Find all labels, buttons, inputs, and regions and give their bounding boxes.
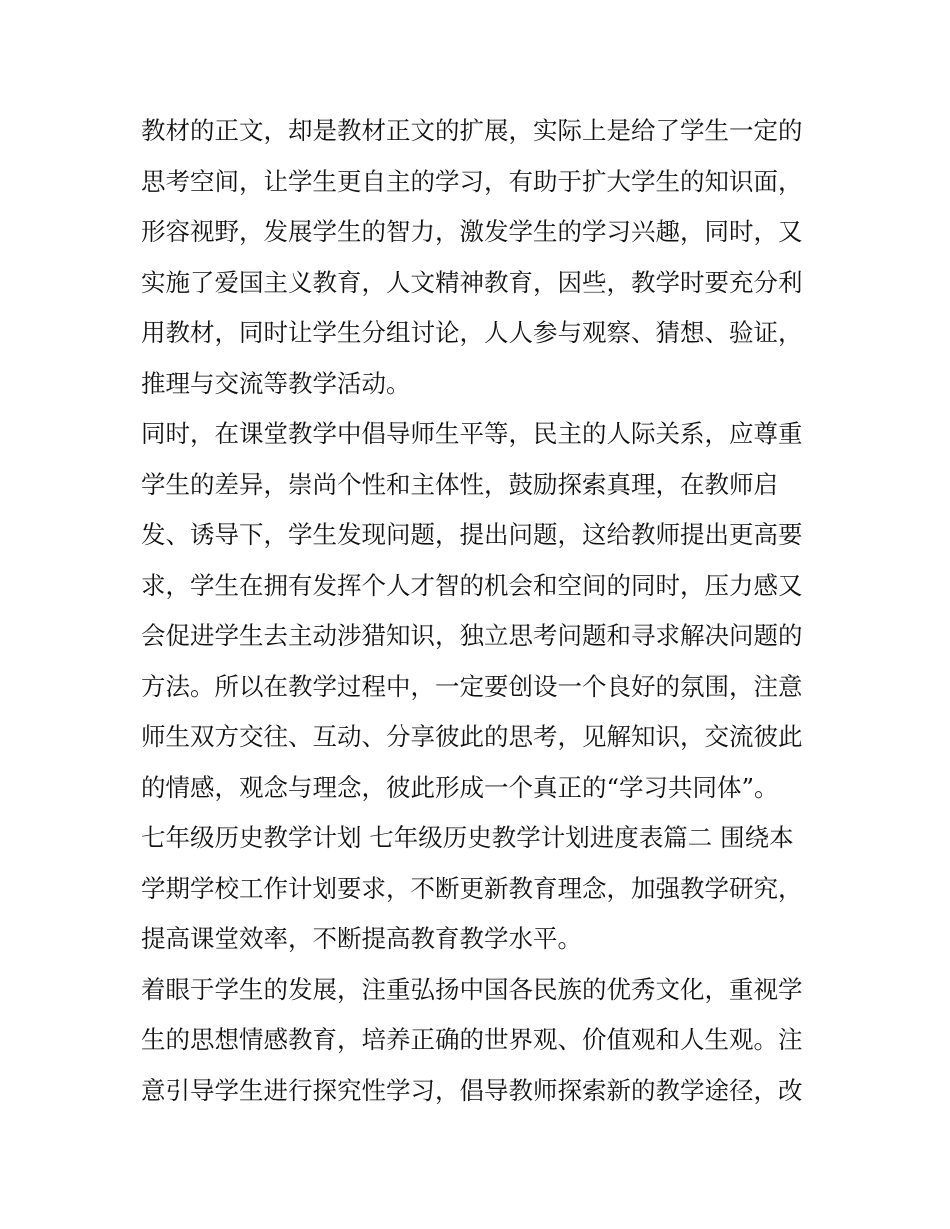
text-line: 着眼于学生的发展，注重弘扬中国各民族的优秀文化，重视学 xyxy=(141,974,803,1004)
text-line: 求，学生在拥有发挥个人才智的机会和空间的同时，压力感又 xyxy=(141,570,803,600)
text-line: 意引导学生进行探究性学习，倡导教师探索新的教学途径，改 xyxy=(141,1075,803,1105)
text-line: 思考空间，让学生更自主的学习，有助于扩大学生的知识面， xyxy=(141,166,803,196)
text-line: 实施了爱国主义教育，人文精神教育，因些，教学时要充分利 xyxy=(141,267,803,297)
text-line: 方法。所以在教学过程中，一定要创设一个良好的氛围，注意 xyxy=(141,671,803,701)
text-line: 会促进学生去主动涉猎知识，独立思考问题和寻求解决问题的 xyxy=(141,621,803,650)
text-line: 学生的差异，崇尚个性和主体性，鼓励探索真理，在教师启 xyxy=(141,469,778,499)
text-line: 发、诱导下，学生发现问题，提出问题，这给教师提出更高要 xyxy=(141,520,803,549)
text-line: 生的思想情感教育，培养正确的世界观、价值观和人生观。注 xyxy=(141,1025,803,1054)
text-line: 提高课堂效率，不断提高教育教学水平。 xyxy=(141,924,582,953)
text-line: 推理与交流等教学活动。 xyxy=(141,368,411,398)
text-line: 学期学校工作计划要求，不断更新教育理念，加强教学研究， xyxy=(141,873,803,903)
text-line: 的情感，观念与理念，彼此形成一个真正的“学习共同体”。 xyxy=(141,772,779,802)
text-line: 师生双方交往、互动、分享彼此的思考，见解知识，交流彼此 xyxy=(141,722,803,751)
text-line: 七年级历史教学计划 七年级历史教学计划进度表篇二 围绕本 xyxy=(141,823,794,852)
text-line: 形容视野，发展学生的智力，激发学生的学习兴趣，同时，又 xyxy=(141,217,803,246)
document-body xyxy=(141,106,813,1116)
text-line: 教材的正文，却是教材正文的扩展，实际上是给了学生一定的 xyxy=(141,116,803,145)
text-line: 同时，在课堂教学中倡导师生平等，民主的人际关系，应尊重 xyxy=(141,419,803,448)
text-line: 用教材，同时让学生分组讨论，人人参与观察、猜想、验证， xyxy=(141,318,803,347)
